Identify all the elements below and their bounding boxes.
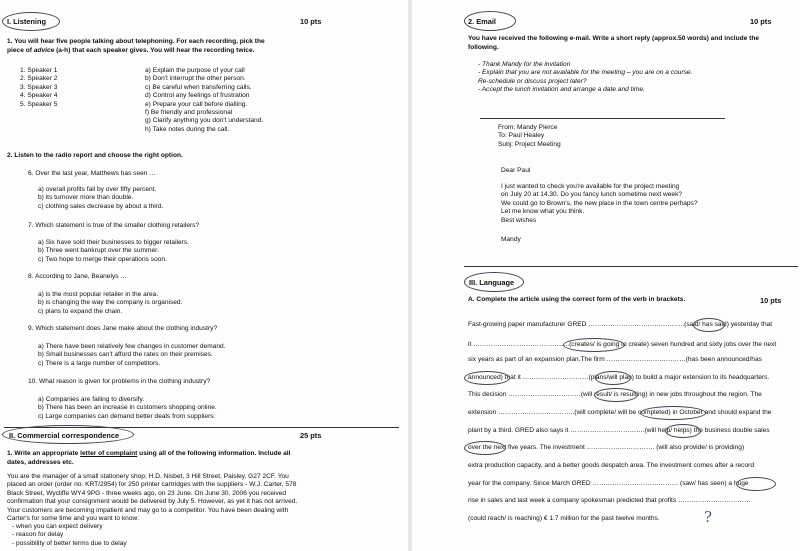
email-body-line: We could go to Brown's, the new place in the town centre perhaps? [501,199,698,207]
email-instruction-line2: following. [468,44,499,51]
email-instruction: You have received the following e-mail. Write a short reply (approx.50 words) and include the [468,35,760,42]
pen-circle-commercial [2,425,134,444]
email-to: To: Paul Healey [498,132,545,140]
options-8 [38,291,182,316]
advice-item: b) Don't interrupt the other person. [145,75,246,83]
email-from: From: Mandy Pierce [498,124,558,131]
option: c) Large companies can demand better deals from suppliers. [38,412,216,420]
commercial-title: II. Commercial correspondence [9,431,120,440]
email-header [498,124,561,149]
speaker-item: 2. Speaker 2 [20,75,58,83]
email-signature: Mandy [501,236,521,243]
speaker-item: 5. Speaker 5 [20,100,58,108]
email-tasks [478,61,692,95]
task-item: - Thank Mandy for the invitation [478,61,571,68]
body-line: Your customers are becoming impatient and may go to a competitor. You have been dealing with [7,506,289,514]
question-8: 8. According to Jane, Beanelys … [28,273,127,280]
email-body-line: Let me know what you think. [501,208,585,216]
pen-circle-answer [594,388,638,402]
option: a) Six have sold their businesses to bigger retailers. [38,239,189,246]
body-line: Carter's for some time and you want to know: [7,515,140,523]
pen-circle-language [464,272,524,292]
question-10: 10. What reason is given for problems in the clothing industry? [28,378,211,385]
commercial-body [7,473,297,523]
option: a) Companies are failing to diversify. [38,396,145,403]
advice-item: d) Control any feelings of frustration [145,92,250,100]
q1-line1: 1. You will hear five people talking about telephoning. For each recording, pick the [7,38,265,45]
language-instruction: A. Complete the article using the correct form of the verb in brackets. [468,296,686,303]
email-rule [480,118,725,119]
advice-item: h) Take notes during the call. [145,125,230,133]
pen-circle-email [464,11,516,31]
email-greeting: Dear Paul [501,167,531,174]
email-body-line: Best wishes [501,216,537,224]
option: c) There is a large number of competitors. [38,359,161,367]
listening-title: I. Listening [7,17,47,26]
options-9 [38,343,226,368]
options-10 [38,396,217,421]
article-line: rise in sales and last week a company spokesman predicted that profits …………………………… [468,497,751,504]
bullet-item: - when you can expect delivery [12,523,103,530]
speaker-item: 3. Speaker 3 [20,83,58,91]
advice-item: c) Be careful when transferring calls. [145,83,252,91]
option: c) clothing sales decrease by about a third. [38,202,164,210]
option: c) plans to expand the chain. [38,307,123,315]
speaker-item: 1. Speaker 1 [20,67,58,74]
pen-circle-answer [595,371,631,385]
pen-circle-listening [2,12,60,31]
margin-question-mark: ? [704,508,713,526]
options-6 [38,186,163,211]
question-7: 7. Which statement is true of the smaller clothing retailers? [28,222,200,229]
speaker-item: 4. Speaker 4 [20,92,58,100]
article-line: year for the company. Since March GRED ………………………………… (saw/ has seen) a huge [468,480,749,487]
option: b) its turnover more than double. [38,194,134,202]
commercial-instruction: 1. Write an appropriate letter of complaint using all of the following information. Include all [7,450,291,457]
article-line: extension ……………………………..(will complete/ will be completed) in October and should expand the [468,409,772,416]
pen-circle-answer [563,338,625,352]
option: c) Two hope to merge their operations soon. [38,255,167,263]
right-page [412,0,800,551]
advice-item: f) Be friendly and professional [145,109,233,117]
task-item: Re-schedule or discuss project later? [478,77,587,85]
article-line: (could reach/ is reaching) € 1.7 million for the past twelve months. [468,515,660,522]
email-title: 2. Email [468,17,496,26]
options-7 [38,239,189,264]
listening-points: 10 pts [300,17,322,26]
language-title: III. Language [469,278,515,287]
email-body-line: on July 20 at 14.30. Do you fancy lunch sometime next week? [501,191,683,199]
section-divider [464,266,798,267]
task-item: - Explain that you are not available for the meeting – you are on a course. [478,69,693,77]
pen-circle-answer [665,424,701,438]
option: a) is the most popular retailer in the area. [38,291,159,298]
commercial-instruction-line2: dates, addresses etc. [7,459,74,466]
body-line: Black Street, Wycliffe WY4 9PG - three weeks ago, on 23 June. On June 30, 2006 you received [7,489,287,497]
email-body [501,183,698,225]
commercial-bullets [12,523,127,548]
article-line: plant by a third. GRED also says it …………………………….(will help/ helps) the business double sales [468,427,770,434]
email-subject: Subj: Project Meeting [498,140,561,148]
article-line: it ……………………………………..(creates/ is going to create) seven hundred and sixty jobs over the next [468,341,777,348]
body-line: confirmation that your consignment would be delivered by July 5. However, as yet it has not arrived. [7,498,298,506]
bullet-item: - reason for delay [12,531,64,539]
advice-item: a) Explain the purpose of your call [145,67,245,74]
language-points: 10 pts [760,296,782,305]
pen-circle-answer [464,371,510,385]
email-body-line: I just wanted to check you're available for the project meeting [501,183,680,190]
article-line: over the next five years. The investment …………………………. (will also provide/ is providing) [468,444,745,451]
option: a) overall profits fall by over fifty percent. [38,186,157,193]
article-line: Fast-growing paper manufacturer GRED ……………………………………..(said/ has said) yesterday that [468,321,773,328]
task-item: - Accept the lunch invitation and arrange a date and time. [478,86,645,94]
commercial-points: 25 pts [300,431,322,440]
q1-line2: piece of advice (a-h) that each speaker gives. You will hear the recording twice. [7,47,255,54]
speaker-list [20,67,57,109]
email-points: 10 pts [750,17,772,26]
article-line: extra production capacity, and a better goods despatch area. The investment comes after a record [468,462,755,469]
option: a) There have been relatively few changes in customer demand. [38,343,226,350]
question-9: 9. Which statement does Jane make about the clothing industry? [28,325,218,332]
option: b) Three went bankrupt over the summer. [38,247,159,255]
pen-circle-answer [693,318,725,332]
pen-circle-answer [464,441,506,455]
pen-circle-answer [736,477,776,491]
pen-circle-answer [640,406,706,420]
advice-item: e) Prepare your call before dialling. [145,100,248,108]
body-line: You are the manager of a small stationery shop; H.D. Nisbet, 3 Hill Street, Paisley, G27 2CF. You [7,473,289,480]
advice-item: g) Clarify anything you don't understand. [145,117,264,125]
option: b) Small businesses can't afford the rates on their premises. [38,351,213,359]
advice-list [145,67,263,134]
article-line: announced) that it …………………………(plans/will plan) to build a major extension to its headquarters. [468,374,770,381]
q2-instruction: 2. Listen to the radio report and choose the right option. [7,152,183,159]
option: b) There has been an increase in customers shopping online. [38,404,217,412]
question-6: 6. Over the last year, Matthews has seen … [28,170,156,177]
body-line: placed an order (order no. KRT/2954) for 250 printer cartridges with the suppliers - W.J. Carter, 578 [7,481,297,489]
bullet-item: - possibility of better terms due to delay [12,539,127,547]
article-line: six years as part of an expansion plan.The firm ………………………………(has been announced/has [468,356,762,363]
option: b) is changing the way the company is organised. [38,299,183,307]
article-line: This decision ……………………………(will result/ is resulting) in new jobs throughout the region. The [468,391,762,398]
